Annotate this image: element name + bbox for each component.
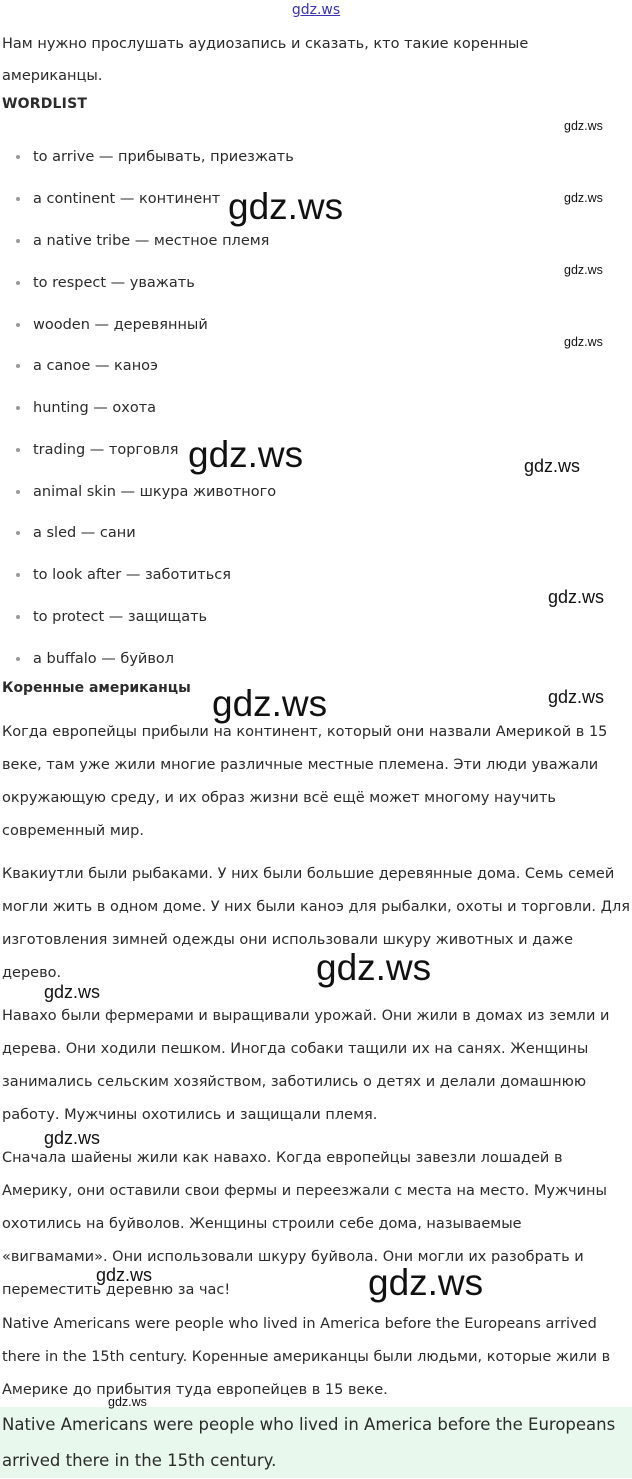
watermark: gdz.ws	[548, 687, 605, 707]
bullet-icon	[16, 155, 20, 159]
wordlist-item: hunting — охота	[33, 400, 157, 416]
watermark: gdz.ws	[368, 1262, 484, 1303]
watermark: gdz.ws	[548, 587, 605, 607]
bullet-icon	[16, 406, 20, 410]
wordlist-item: to protect — защищать	[33, 609, 208, 625]
watermark: gdz.ws	[316, 947, 432, 988]
wordlist-item: to look after — заботиться	[33, 567, 231, 583]
bullet-icon	[16, 323, 20, 327]
watermark: gdz.ws	[564, 335, 603, 349]
bullet-icon	[16, 531, 20, 535]
watermark: gdz.ws	[564, 119, 603, 133]
wordlist-item: a continent — континент	[33, 191, 221, 207]
watermark: gdz.ws	[96, 1265, 153, 1285]
site-link[interactable]: gdz.ws	[291, 2, 341, 18]
bullet-icon	[16, 490, 20, 494]
intro-text: Нам нужно прослушать аудиозапись и сказать, кто такие коренные американцы.	[2, 36, 529, 84]
wordlist-item: to respect — уважать	[33, 275, 195, 291]
watermark: gdz.ws	[564, 191, 603, 205]
wordlist-item: wooden — деревянный	[33, 317, 208, 333]
wordlist-item: to arrive — прибывать, приезжать	[33, 149, 294, 165]
wordlist-item: a sled — сани	[33, 525, 136, 541]
wordlist-item: a buffalo — буйвол	[33, 651, 175, 667]
bullet-icon	[16, 364, 20, 368]
watermark: gdz.ws	[108, 1395, 147, 1409]
watermark: gdz.ws	[44, 982, 101, 1002]
article-paragraph-translation: Native Americans were people who lived in America before the Europeans arrived there in the 15th century. Коренные американцы были людьми, которые жили в Америке до прибытия туда европейцев в 15 веке.	[2, 1316, 611, 1398]
bullet-icon	[16, 657, 20, 661]
bullet-icon	[16, 573, 20, 577]
watermark: gdz.ws	[228, 186, 344, 227]
article-title: Коренные американцы	[2, 680, 191, 696]
watermark: gdz.ws	[524, 456, 581, 476]
watermark: gdz.ws	[212, 683, 328, 724]
article-paragraph: Квакиутли были рыбаками. У них были большие деревянные дома. Семь семей могли жить в одном доме. У них были каноэ для рыбалки, охоты и торговли. Для изготовления зимней одежды они использовали шкуру животных и даже дерево.	[2, 866, 630, 981]
article-paragraph: Навахо были фермерами и выращивали урожай. Они жили в домах из земли и дерева. Они ходили пешком. Иногда собаки тащили их на санях. Женщины занимались сельским хозяйством, заботились о детях и делали домашнюю работу. Мужчины охотились и защищали племя.	[2, 1008, 610, 1123]
watermark: gdz.ws	[44, 1128, 101, 1148]
article-paragraph: Когда европейцы прибыли на континент, который они назвали Америкой в 15 веке, там уже жили многие различные местные племена. Эти люди уважали окружающую среду, и их образ жизни всё ещё может многому научить современный мир.	[2, 724, 608, 839]
wordlist-item: animal skin — шкура животного	[33, 484, 277, 500]
wordlist-item: a canoe — каноэ	[33, 358, 159, 374]
bullet-icon	[16, 197, 20, 201]
bullet-icon	[16, 239, 20, 243]
wordlist-heading: WORDLIST	[2, 96, 88, 112]
article-paragraph: Сначала шайены жили как навахо. Когда европейцы завезли лошадей в Америку, они оставили свои фермы и переезжали с места на место. Мужчины охотились на буйволов. Женщины строили себе дома, называемые «вигвамами». Они использовали шкуру буйвола. Они могли их разобрать и переместить деревню за час!	[2, 1150, 607, 1298]
watermark: gdz.ws	[564, 263, 603, 277]
answer-text: Native Americans were people who lived in America before the Europeans arrived there in the 15th century.	[2, 1415, 616, 1470]
bullet-icon	[16, 448, 20, 452]
watermark: gdz.ws	[188, 434, 304, 475]
bullet-icon	[16, 615, 20, 619]
wordlist-item: trading — торговля	[33, 442, 179, 458]
wordlist-item: a native tribe — местное племя	[33, 233, 270, 249]
bullet-icon	[16, 281, 20, 285]
